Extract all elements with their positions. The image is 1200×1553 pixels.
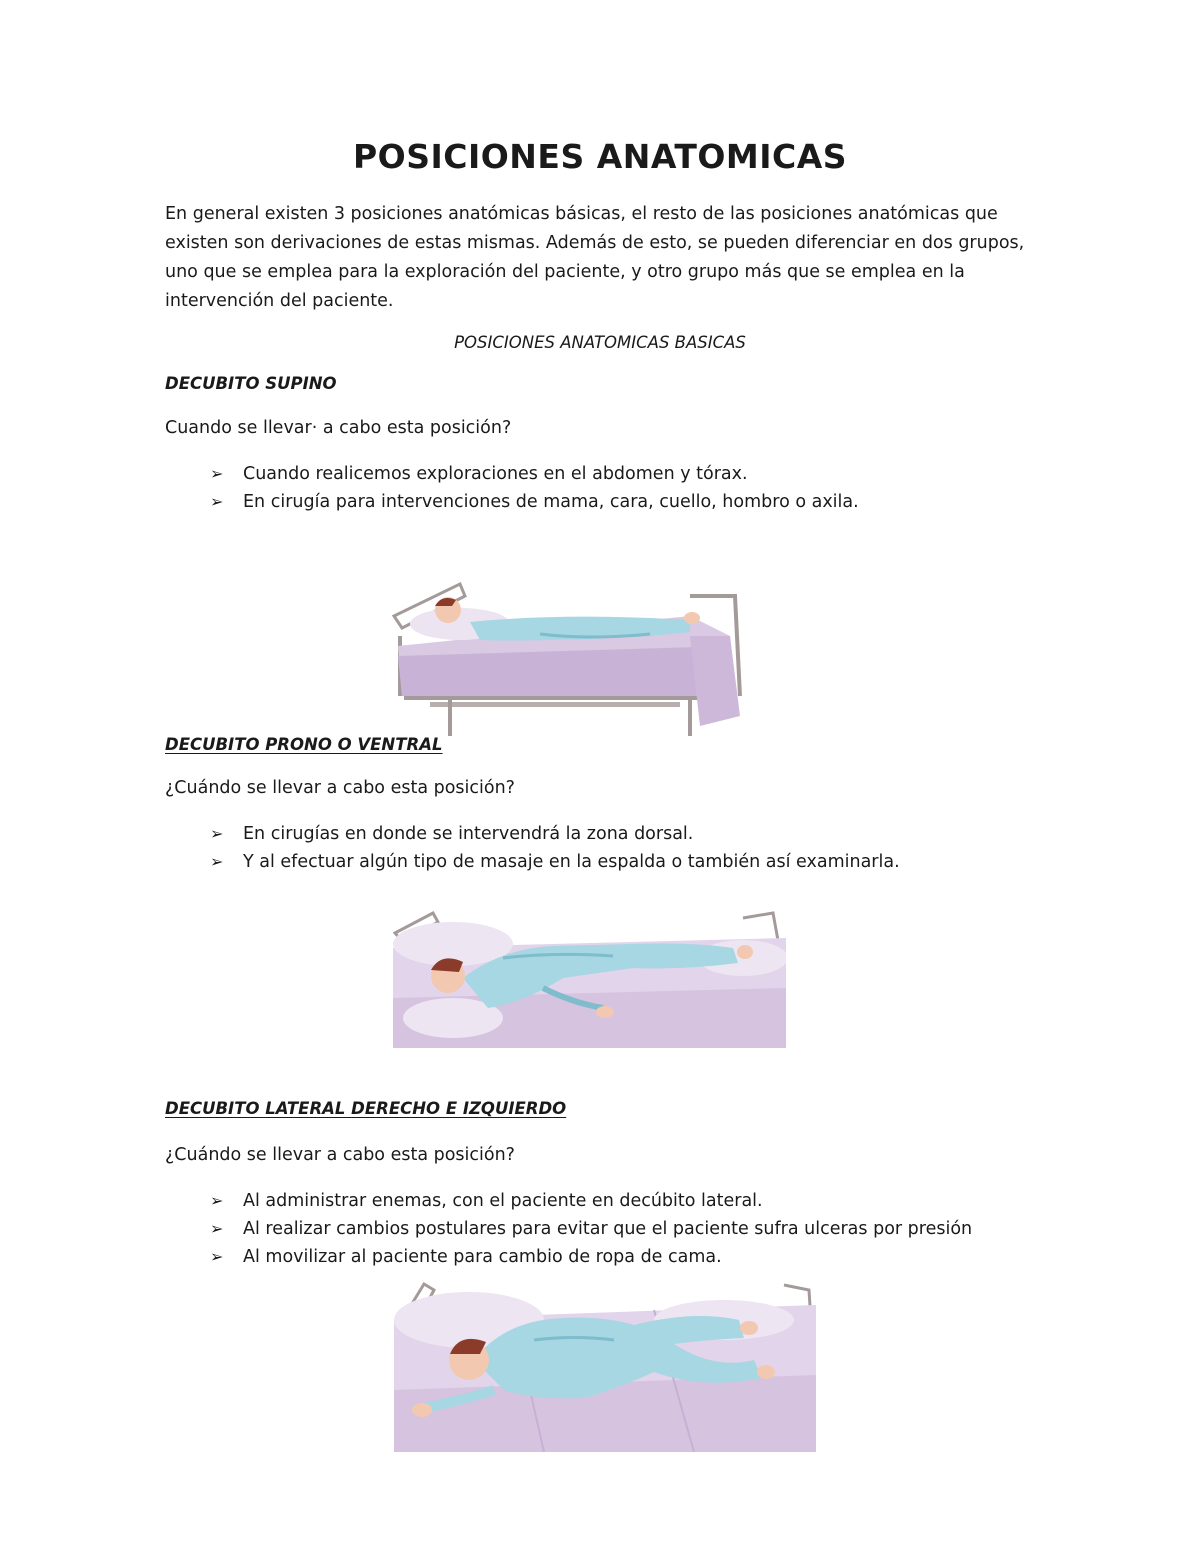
list-item [210, 488, 859, 516]
bullet-list-supino [210, 460, 859, 516]
question-lateral: ¿Cuándo se llevar a cabo esta posición? [165, 1145, 515, 1165]
intro-paragraph: En general existen 3 posiciones anatómicas básicas, el resto de las posiciones anatómicas que existen son derivaciones de estas mismas. Además de esto, se pueden diferenciar en dos grupos, uno que se emplea para la exploración del paciente, y otro grupo más que se emplea en la intervención del paciente. [165, 204, 1025, 311]
list-item-text: Al administrar enemas, con el paciente en decúbito lateral. [243, 1191, 763, 1211]
arrow-bullet-icon: ➢ [210, 1219, 224, 1238]
list-item [210, 1243, 972, 1271]
prone-patient-bed-illustration [393, 908, 786, 1048]
list-item [210, 1187, 972, 1215]
section-subtitle: POSICIONES ANATOMICAS BASICAS [454, 333, 746, 352]
arrow-bullet-icon: ➢ [210, 464, 224, 483]
list-item-text: Cuando realicemos exploraciones en el abdomen y tórax. [243, 464, 748, 484]
bullet-list-lateral [210, 1187, 972, 1271]
arrow-bullet-icon: ➢ [210, 852, 224, 871]
list-item-text: En cirugías en donde se intervendrá la zona dorsal. [243, 824, 694, 844]
list-item-text: Y al efectuar algún tipo de masaje en la espalda o también así examinarla. [243, 852, 900, 872]
list-item-text: Al realizar cambios postulares para evitar que el paciente sufra ulceras por presión [243, 1219, 973, 1239]
heading-decubito-supino: DECUBITO SUPINO [165, 374, 337, 393]
arrow-bullet-icon: ➢ [210, 1247, 224, 1266]
list-item [210, 820, 900, 848]
list-item [210, 848, 900, 876]
list-item [210, 460, 859, 488]
list-item [210, 1215, 972, 1243]
bullet-list-prono [210, 820, 900, 876]
supine-patient-bed-illustration [390, 576, 755, 738]
arrow-bullet-icon: ➢ [210, 1191, 224, 1210]
list-item-text: Al movilizar al paciente para cambio de ropa de cama. [243, 1247, 722, 1267]
lateral-patient-bed-illustration [394, 1280, 816, 1452]
heading-decubito-lateral: DECUBITO LATERAL DERECHO E IZQUIERDO [165, 1099, 567, 1118]
heading-decubito-prono: DECUBITO PRONO O VENTRAL [165, 735, 443, 754]
arrow-bullet-icon: ➢ [210, 824, 224, 843]
arrow-bullet-icon: ➢ [210, 492, 224, 511]
question-supino: Cuando se llevar· a cabo esta posición? [165, 418, 512, 438]
question-prono: ¿Cuándo se llevar a cabo esta posición? [165, 778, 515, 798]
list-item-text: En cirugía para intervenciones de mama, cara, cuello, hombro o axila. [243, 492, 859, 512]
page-title: POSICIONES ANATOMICAS [352, 137, 848, 176]
